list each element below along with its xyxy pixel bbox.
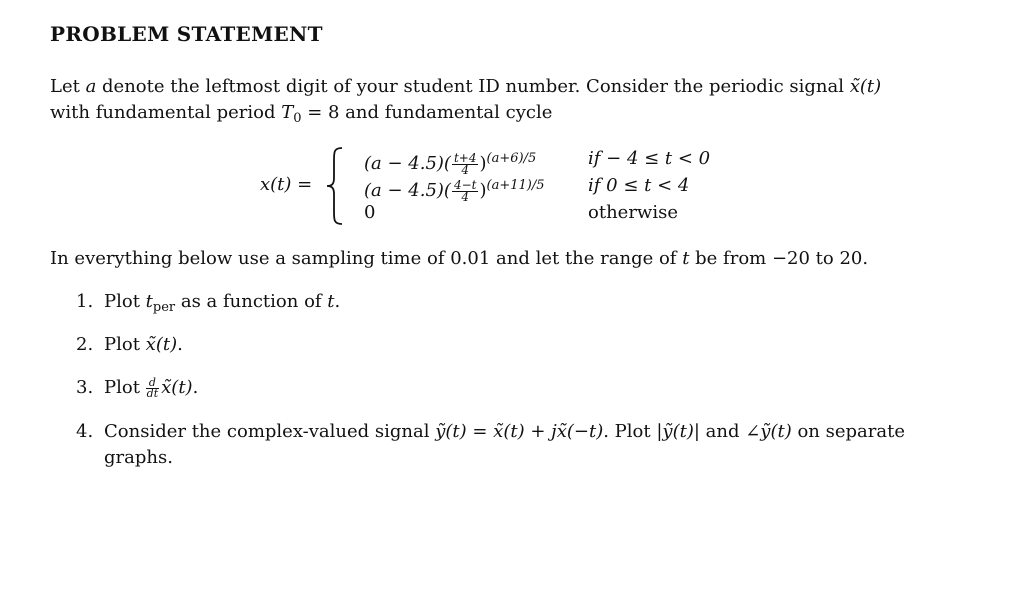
period-subscript: 0 xyxy=(293,111,302,126)
case-fraction xyxy=(452,177,479,204)
list-item-text: on separate xyxy=(791,421,905,442)
case-exponent: (a+6)/5 xyxy=(486,151,537,166)
case-condition-3: otherwise xyxy=(588,202,678,223)
list-item xyxy=(76,289,340,321)
case-row-3: 0 xyxy=(364,202,376,223)
fraction-denominator: 4 xyxy=(461,189,470,204)
list-item-text: . xyxy=(177,334,183,355)
list-item-text: as a function of xyxy=(175,291,328,312)
variable-a: a xyxy=(85,76,97,97)
fraction-numerator: t+4 xyxy=(453,150,477,165)
case-expression: (a − 4.5)( xyxy=(364,180,451,201)
list-item-text: Plot xyxy=(104,291,146,312)
case-expression: ) xyxy=(479,153,487,174)
left-brace-icon xyxy=(324,146,346,226)
case-expression: (a − 4.5)( xyxy=(364,153,451,174)
list-item-text: and xyxy=(699,421,746,442)
fraction-denominator: 4 xyxy=(461,162,470,177)
derivative-operator xyxy=(146,375,159,400)
list-item-number: 4. xyxy=(76,421,94,442)
list-item xyxy=(76,332,183,358)
case-expression: ) xyxy=(479,180,487,201)
case-row-1 xyxy=(364,146,537,177)
case-condition-1: if − 4 ≤ t < 0 xyxy=(588,148,711,169)
case-condition-2: if 0 ≤ t < 4 xyxy=(588,175,690,196)
intro-line-2 xyxy=(50,100,881,132)
list-item xyxy=(76,375,198,401)
list-item-text: . xyxy=(192,377,199,398)
signal-symbol: x̃(t) xyxy=(145,334,178,355)
list-item-text: Plot xyxy=(104,334,146,355)
intro-line-1 xyxy=(50,74,881,100)
sampling-text: In everything below use a sampling time of 0.01 and let the range of xyxy=(50,248,683,269)
list-item xyxy=(76,419,905,445)
equation-lhs: x(t) = xyxy=(260,174,313,195)
fraction-numerator: 4−t xyxy=(453,177,477,192)
period-symbol: T xyxy=(281,102,294,123)
variable-t: t xyxy=(327,291,335,312)
intro-text: denote the leftmost digit of your student ID number. Consider the periodic signal xyxy=(96,76,850,97)
intro-paragraph xyxy=(50,74,881,132)
magnitude-symbol: |ỹ(t)| xyxy=(656,421,700,442)
derivative-denominator: dt xyxy=(146,386,159,400)
sampling-paragraph xyxy=(50,246,868,272)
list-item-number: 1. xyxy=(76,291,94,312)
list-item-text: . xyxy=(334,291,341,312)
list-item-text: Consider the complex-valued signal xyxy=(104,421,436,442)
list-item-text: . Plot xyxy=(603,421,657,442)
phase-symbol: ∠ỹ(t) xyxy=(745,421,792,442)
piecewise-equation xyxy=(260,144,760,228)
signal-symbol: x̃(t) xyxy=(161,377,193,398)
sampling-text: be from −20 to 20. xyxy=(689,248,869,269)
variable-t: t xyxy=(682,248,690,269)
signal-symbol: x̃(t) xyxy=(849,76,882,97)
intro-text: Let xyxy=(50,76,86,97)
problem-heading: PROBLEM STATEMENT xyxy=(50,22,323,46)
list-item-number: 3. xyxy=(76,377,94,398)
case-row-2 xyxy=(364,173,545,204)
intro-text: = 8 and fundamental cycle xyxy=(301,102,553,123)
list-item-continuation: graphs. xyxy=(104,447,173,468)
tper-symbol: t xyxy=(145,291,153,312)
intro-text: with fundamental period xyxy=(50,102,282,123)
list-item-number: 2. xyxy=(76,334,94,355)
complex-signal-definition: ỹ(t) = x̃(t) + jx̃(−t) xyxy=(435,421,604,442)
derivative-numerator: d xyxy=(146,378,159,389)
case-exponent: (a+11)/5 xyxy=(486,178,545,193)
list-item-text: Plot xyxy=(104,377,146,398)
tper-subscript: per xyxy=(152,300,176,315)
